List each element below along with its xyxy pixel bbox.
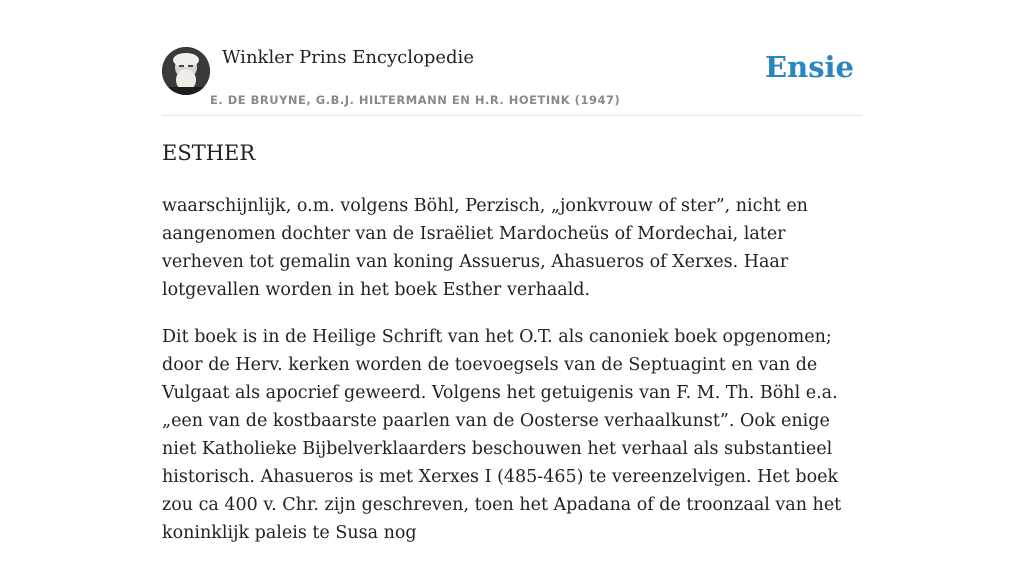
author-avatar[interactable] <box>162 47 210 95</box>
authors-line: E. DE BRUYNE, G.B.J. HILTERMANN EN H.R. HOETINK (1947) <box>210 93 621 107</box>
article-body <box>162 192 867 566</box>
article-title: ESTHER <box>162 141 256 165</box>
brand-logo[interactable]: Ensie <box>765 50 854 84</box>
header-divider <box>162 115 862 116</box>
article-paragraph-2: Dit boek is in de Heilige Schrift van het O.T. als canoniek boek opgenomen; door de Herv. kerken worden de toevoegsels van de Septuagint en van de Vulgaat als apocrief geweerd. Volgens het getuigenis van F. M. Th. Böhl e.a. „een van de kostbaarste paarlen van de Oosterse verhaalkunst”. Ook enige niet Katholieke Bijbelverklaarders beschouwen het verhaal als substantieel historisch. Ahasueros is met Xerxes I (485-465) te vereenzelvigen. Het boek zou ca 400 v. Chr. zijn geschreven, toen het Apadana of de troonzaal van het koninklijk paleis te Susa nog <box>162 327 842 543</box>
site-title[interactable]: Winkler Prins Encyclopedie <box>222 47 474 68</box>
article-paragraph-1: waarschijnlijk, o.m. volgens Böhl, Perzisch, „jonkvrouw of ster”, nicht en aangenomen dochter van de Israëliet Mardocheüs of Mordechai, later verheven tot gemalin van koning Assuerus, Ahasueros of Xerxes. Haar lotgevallen worden in het boek Esther verhaald. <box>162 196 808 300</box>
author-portrait-icon <box>162 47 210 95</box>
